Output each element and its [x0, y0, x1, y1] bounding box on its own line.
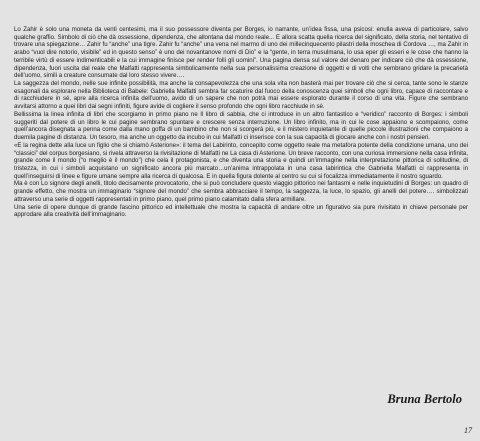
page-number: 17 [464, 426, 472, 435]
paragraph-libro-di-sabbia: Bellissima la linea infinita di libri che scorgiamo in primo piano ne Il libro di sabbia, che ci introduce in un altro fantastico e “veridico” racconto di Borges: i simboli suggeriti dal potere di un libro le cui pagine sembrano spuntare e crescere senza interruzione. Un libro infinito, ma in cui le cose appaiono e scompaiono, come quell’ancora disegnata a penna come dalla mano goffa di un bambino che non si scorgerà più, e il mistero inquietante di quelle piccole illustrazioni che compaiono a duemila pagine di distanza. Un tesoro, ma anche un oggetto da incubo in cui Malfatti ci inserisce con la sua capacità di giocare anche con i nostri pensieri. [14, 110, 468, 142]
paragraph-conclusion: Una serie di opere dunque di grande fascino pittorico ed intellettuale che mostra la capacità di andare oltre un figurativo sia pure rivisitato in chiave personale per approdare alla creatività dell’immaginario. [14, 203, 468, 219]
paragraph-zahir: Lo Zahir è solo una moneta da venti centesimi, ma il suo possessore diventa per Borges, io narrante, un’idea fissa, una psicosi: enulla aveva di particolare, salvo qualche graffio. Simbolo di ciò che dà ossessione, dipendenza, che allontana dal mondo reale... E allora scatta quella ricerca del significato, della storia, nel tentativo di trovare una spiegazione… Zahir fu “anche” una tigre. Zahir fu “anche” una vena nel marmo di uno dei millecinquecento pilastri della moschea di Cordova …, ma Zahir in arabo “vuol dire notorio, visibile” ed in questo senso” è uno dei novantanove nomi di Dio” e la “gente, in terra musulmana, lo usa eper gli esseri e le cose che hanno la terribile virtù di essere indimenticabili e la cui immagine finisce per render folli gli uomini”. Una pagina densa sul valore del denaro per indicare ciò che dà ossessione, dipendenza, fuori uscita dal reale che Malfatti rappresenta simbolicamente nella sua personalissima creazione di oggetti e di volti che sembrano gridare la precarietà dell’uomo, simili a creature consumate dal loro stesso vivere…. [14, 26, 468, 80]
author-signature: Bruna Bertolo [387, 392, 462, 406]
paragraph-biblioteca-di-babele: La saggezza del mondo, nelle sue infinite possibilità, ma anche la consapevolezza che una sola vita non basterà mai per trovare ciò che si cerca, tante sono le stanze esagonali da esplorare nella Biblioteca di Babele: Gabriella Malfatti sembra far scaturire dal fuoco della conoscenza quei simboli che ogni libro, capace di raccontare e di racchiudere in sé, apre alla ricerca infinita dell’uomo, avido di un sapere che non potrà mai essere esplorato durante il corso di una vita. Figure che sembrano avvitarsi attorno a quei libri dai segni infiniti, figure avide di cogliere il senso profondo che ogni libro racchiude in sé. [14, 80, 468, 111]
body-text [14, 26, 468, 219]
paragraph-casa-di-asterione: «E la regina dette alla luce un figlio che si chiamò Asterione»: il tema del Labirinto, concepito come oggetto reale ma metafora potente della condizione umana, uno dei “classici” del corpus borgesiano, si rivela attraverso la rivisitazione di Malfatti ne La casa di Asterione. Un breve racconto, con una curiosa immersione nella casa infinita, grande come il mondo (“o meglio è il mondo”) che cela il protagonista, e che diventa una storia e quindi un’immagine nella interpretazione pittorica di solitudine, di tristezza, in cui i simboli acquistano un significato ancora più marcato…un’anima intrappolata in una casa labirintica che Gabriella Malfatti ci rappresenta in quell’inseguirsi di linee e figure umane sempre alla ricerca di qualcosa. E in quella figura dolente al centro su cui si focalizza immediatamente il nostro sguardo. [14, 141, 468, 180]
paragraph-signore-degli-anelli: Ma è con Lo signore degli anelli, titolo decisamente provocatorio, che si può concludere questo viaggio pittorico nei fantasmi e nelle inquietudini di Borges: un quadro di grande effetto, che mostra un immaginario “signore del mondo” che sembra abbracciare il tempo, la saggezza, la luce, lo spazio, gli anelli del potere…. simbolizzati attraverso una serie di oggetti rappresentati in primo piano, quel primo piano calamitato dalla sfera armillare. [14, 180, 468, 203]
